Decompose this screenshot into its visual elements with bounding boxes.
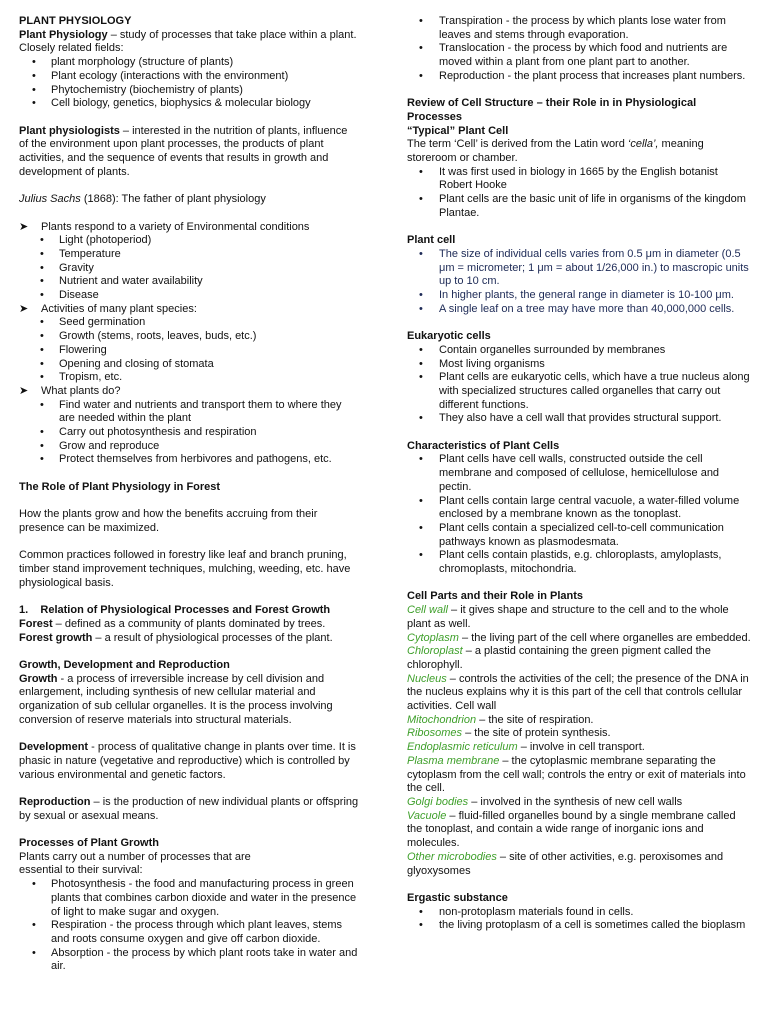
term: Reproduction <box>19 795 91 808</box>
cell-part-text: – controls the activities of the cell; the presence of the DNA in the nucleus explains why it is this part of the cell that controls cellular activities. Cell wall <box>407 672 749 713</box>
subheading-cell-parts: Cell Parts and their Role in Plants <box>407 590 584 603</box>
subheading-eukaryotic: Eukaryotic cells <box>407 330 491 343</box>
forest-growth-definition <box>19 632 359 646</box>
arrow-label: What plants do? <box>41 384 121 397</box>
sub-list <box>19 316 359 385</box>
list-item: • Flowering <box>19 344 359 358</box>
list-item: • It was first used in biology in 1665 by the English botanist Robert Hooke <box>407 166 752 193</box>
list-item: • Gravity <box>19 262 359 276</box>
cell-part <box>407 796 752 810</box>
cell-part-text: – involve in cell transport. <box>517 741 645 754</box>
list-item: • Phytochemistry (biochemistry of plants) <box>19 84 359 98</box>
processes-list <box>19 878 359 974</box>
ergastic-list <box>407 906 752 933</box>
paragraph-text: The term ‘Cell’ is derived from the Latin word <box>407 138 628 151</box>
list-item: • In higher plants, the general range in diameter is 10-100 μm. <box>407 289 752 303</box>
paragraph-text: meaning storeroom or chamber. <box>407 138 704 165</box>
subheading-characteristics: Characteristics of Plant Cells <box>407 439 560 452</box>
cell-part <box>407 632 752 646</box>
list-item: • Plant ecology (interactions with the environment) <box>19 70 359 84</box>
arrow-label: Plants respond to a variety of Environmental conditions <box>41 220 310 233</box>
arrow-list <box>19 221 359 468</box>
list-item: • They also have a cell wall that provides structural support. <box>407 412 752 426</box>
list-item: • Cell biology, genetics, biophysics & molecular biology <box>19 97 359 111</box>
term: Development <box>19 741 89 754</box>
right-column <box>407 15 752 933</box>
cell-part-term: Mitochondrion <box>407 713 477 726</box>
definition-text: – interested in the nutrition of plants, influence of the environment upon plant processes, the products of plant activities, and the sequence of events that results in growth and development of plants. <box>19 124 348 178</box>
cell-part-term: Cell wall <box>407 604 448 617</box>
cell-part-term: Chloroplast <box>407 645 463 658</box>
arrow-bullet-icon: ➤ <box>19 302 29 315</box>
cell-part-text: – the cytoplasmic membrane separating the cytoplasm from the cell wall; controls the entry or exit of materials into the cell. <box>407 754 746 795</box>
definition-text: – a result of physiological processes of the plant. <box>92 631 333 644</box>
cell-facts-list <box>407 166 752 221</box>
list-item: • Plant cells are eukaryotic cells, which have a true nucleus along with specialized structures called organelles that carry out different functions. <box>407 371 752 412</box>
arrow-bullet-icon: ➤ <box>19 220 29 233</box>
cell-part-term: Ribosomes <box>407 727 463 740</box>
definition-text: – is the production of new individual plants or offspring by sexual or asexual means. <box>19 795 359 822</box>
heading-part: Review of Cell Structure <box>407 97 534 110</box>
list-item: • Reproduction - the plant process that increases plant numbers. <box>407 70 752 84</box>
cell-part-term: Cytoplasm <box>407 631 459 644</box>
list-item: • Plant cells are the basic unit of life in organisms of the kingdom Plantae. <box>407 193 752 220</box>
section-heading-gdr: Growth, Development and Reproduction <box>19 658 230 671</box>
subheading-ergastic: Ergastic substance <box>407 891 508 904</box>
cell-part <box>407 851 752 878</box>
cell-parts-list <box>407 604 752 878</box>
plant-physiologists-paragraph <box>19 125 359 180</box>
list-item: • Translocation - the process by which food and nutrients are moved within a plant from one plant part to another. <box>407 42 752 69</box>
arrow-label: Activities of many plant species: <box>41 302 197 315</box>
sachs-line <box>19 193 359 207</box>
list-item: • Tropism, etc. <box>19 371 359 385</box>
definition-text: – study of processes that take place within a plant. <box>107 28 357 41</box>
cell-part-text: – the site of protein synthesis. <box>462 727 611 740</box>
cell-part <box>407 727 752 741</box>
arrow-item <box>19 221 359 303</box>
latin-word: ‘cella’, <box>627 138 659 151</box>
list-item: • non-protoplasm materials found in cells. <box>407 906 752 920</box>
term: Plant Physiology <box>19 28 108 41</box>
arrow-item <box>19 303 359 385</box>
cell-part <box>407 673 752 714</box>
sub-list <box>19 399 359 468</box>
definition-plant-physiology <box>19 29 359 43</box>
characteristics-list <box>407 453 752 576</box>
growth-definition <box>19 673 359 728</box>
document-title: PLANT PHYSIOLOGY <box>19 15 132 27</box>
section-heading-forest-role: The Role of Plant Physiology in Forest <box>19 480 221 493</box>
cell-term-paragraph <box>407 138 752 165</box>
cell-part-text: – the living part of the cell where organelles are embedded. <box>458 631 751 644</box>
processes-intro: Plants carry out a number of processes that are essential to their survival: <box>19 850 251 877</box>
heading-part: – their Role in in Physiological Processes <box>407 97 697 123</box>
cell-part <box>407 810 752 851</box>
cell-part-term: Vacuole <box>407 809 447 822</box>
list-item: • the living protoplasm of a cell is sometimes called the bioplasm <box>407 919 752 933</box>
person-name: Julius Sachs <box>19 193 81 206</box>
list-item: • Absorption - the process by which plant roots take in water and air. <box>19 947 359 974</box>
cell-part <box>407 714 752 728</box>
term: Plant physiologists <box>19 124 120 137</box>
list-item: • Plant cells contain large central vacuole, a water-filled volume enclosed by a membrane known as the tonoplast. <box>407 495 752 522</box>
list-item: • Most living organisms <box>407 358 752 372</box>
list-item: • Disease <box>19 289 359 303</box>
development-definition <box>19 741 359 782</box>
subheading-plant-cell: Plant cell <box>407 234 456 247</box>
cell-part <box>407 741 752 755</box>
cell-part-term: Golgi bodies <box>407 796 469 808</box>
section-heading-review <box>407 97 752 124</box>
list-item: • Respiration - the process through which plant leaves, stems and roots consume oxygen and give off carbon dioxide. <box>19 919 359 946</box>
definition-text: – defined as a community of plants dominated by trees. <box>52 617 326 630</box>
cell-part-term: Plasma membrane <box>407 754 500 767</box>
list-item: • Plant cells have cell walls, constructed outside the cell membrane and composed of cellulose, hemicellulose and pectin. <box>407 453 752 494</box>
list-item: • Plant cells contain plastids, e.g. chloroplasts, amyloplasts, chromoplasts, mitochondria. <box>407 549 752 576</box>
definition-text: - process of qualitative change in plants over time. It is phasic in nature (vegetative and reproductive) which is controlled by various environmental and genetic factors. <box>19 741 356 781</box>
list-item: • Plant cells contain a specialized cell-to-cell communication pathways known as plasmodesmata. <box>407 522 752 549</box>
list-item: • Opening and closing of stomata <box>19 358 359 372</box>
list-item: • Light (photoperiod) <box>19 234 359 248</box>
related-intro: Closely related fields: <box>19 42 124 55</box>
list-item: • A single leaf on a tree may have more than 40,000,000 cells. <box>407 303 752 317</box>
list-item: • plant morphology (structure of plants) <box>19 56 359 70</box>
processes-list-continued <box>407 15 752 84</box>
paragraph: Common practices followed in forestry like leaf and branch pruning, timber stand improvement techniques, mulching, weeding, etc. have physiological basis. <box>19 549 351 589</box>
cell-part <box>407 645 752 672</box>
left-column <box>19 15 359 974</box>
list-item: • Grow and reproduce <box>19 440 359 454</box>
paragraph: How the plants grow and how the benefits accruing from their presence can be maximized. <box>19 508 318 534</box>
list-item: • Temperature <box>19 248 359 262</box>
cell-part-text: – fluid-filled organelles bound by a single membrane called the tonoplast, and contain a wide range of inorganic ions and molecules. <box>407 809 736 850</box>
cell-part-term: Nucleus <box>407 672 447 685</box>
list-item: • Seed germination <box>19 316 359 330</box>
list-item: • Growth (stems, roots, leaves, buds, etc.) <box>19 330 359 344</box>
forest-definition <box>19 618 359 632</box>
plant-cell-list <box>407 248 752 317</box>
list-item: • Photosynthesis - the food and manufacturing process in green plants that combines carbon dioxide and water in the presence of light to make sugar and oxygen. <box>19 878 359 919</box>
list-item: • Transpiration - the process by which plants lose water from leaves and stems through evaporation. <box>407 15 752 42</box>
reproduction-definition <box>19 796 359 823</box>
arrow-bullet-icon: ➤ <box>19 384 29 397</box>
sub-list <box>19 234 359 303</box>
term: Forest growth <box>19 631 93 644</box>
list-item: • Carry out photosynthesis and respiration <box>19 426 359 440</box>
cell-part-text: – it gives shape and structure to the cell and to the whole plant as well. <box>407 604 729 630</box>
list-item: • Find water and nutrients and transport them to where they are needed within the plant <box>19 399 359 426</box>
cell-part-text: – a plastid containing the green pigment called the chlorophyll. <box>407 645 711 671</box>
related-fields-list <box>19 56 359 111</box>
subheading-typical-cell: “Typical” Plant Cell <box>407 124 509 137</box>
eukaryotic-list <box>407 344 752 426</box>
list-item: • Contain organelles surrounded by membranes <box>407 344 752 358</box>
arrow-item <box>19 385 359 467</box>
definition-text: - a process of irreversible increase by cell division and enlargement, including synthesis of new cellular material and organization of sub cellular organelles. It is the process involving conversion of reserve materials into structural materials. <box>19 672 333 726</box>
list-item: • The size of individual cells varies from 0.5 μm in diameter (0.5 μm = micrometer; 1 μm = about 1/26,000 in.) to mascropic units up to 10 cm. <box>407 248 752 289</box>
sachs-text: (1868): The father of plant physiology <box>80 193 266 206</box>
section-heading-processes: Processes of Plant Growth <box>19 837 159 850</box>
cell-part-text: – the site of respiration. <box>476 713 594 726</box>
cell-part <box>407 604 752 631</box>
term: Forest <box>19 617 53 630</box>
cell-part-term: Other microbodies <box>407 850 497 863</box>
list-item: • Nutrient and water availability <box>19 275 359 289</box>
term: Growth <box>19 672 58 685</box>
cell-part <box>407 755 752 796</box>
list-item: • Protect themselves from herbivores and pathogens, etc. <box>19 453 359 467</box>
section-heading-relation: 1. Relation of Physiological Processes and Forest Growth <box>19 604 331 617</box>
cell-part-text: – site of other activities, e.g. peroxisomes and glyoxysomes <box>407 850 724 877</box>
cell-part-term: Endoplasmic reticulum <box>407 741 518 754</box>
cell-part-text: – involved in the synthesis of new cell walls <box>468 796 683 808</box>
